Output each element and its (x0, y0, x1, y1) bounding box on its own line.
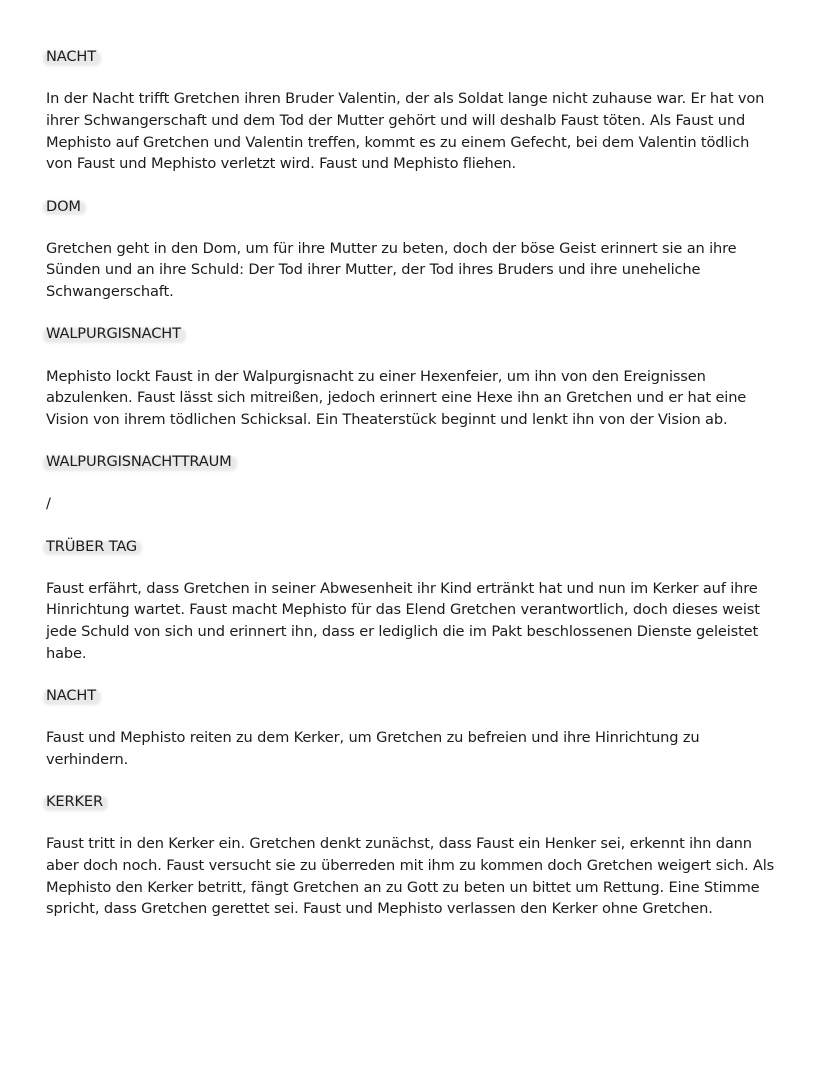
section-dom (46, 196, 776, 303)
section-heading: TRÜBER TAG (46, 536, 137, 558)
section-paragraph: Faust und Mephisto reiten zu dem Kerker, um Gretchen zu befreien und ihre Hinrichtung zu verhindern. (46, 729, 700, 768)
section-nacht-2 (46, 685, 776, 771)
section-paragraph: Gretchen geht in den Dom, um für ihre Mutter zu beten, doch der böse Geist erinnert sie an ihre Sünden und an ihre Schuld: Der Tod ihrer Mutter, der Tod ihres Bruders und ihre uneheliche Schwangerschaft. (46, 239, 737, 301)
section-paragraph: Mephisto lockt Faust in der Walpurgisnacht zu einer Hexenfeier, um ihn von den Ereignissen abzulenken. Faust lässt sich mitreißen, jedoch erinnert eine Hexe ihn an Gretchen und er hat eine Vision von ihrem tödlichen Schicksal. Ein Theaterstück beginnt und lenkt ihn von der Vision ab. (46, 367, 747, 428)
section-paragraph: / (46, 495, 51, 513)
section-heading: WALPURGISNACHT (46, 323, 181, 345)
section-kerker (46, 791, 776, 920)
document-page (46, 46, 776, 941)
section-paragraph: In der Nacht trifft Gretchen ihren Bruder Valentin, der als Soldat lange nicht zuhause war. Er hat von ihrer Schwangerschaft und dem Tod der Mutter gehört und will deshalb Faust töten. Als Faust und Mephisto auf Gretchen und Valentin treffen, kommt es zu einem Gefecht, bei dem Valentin tödlich von Faust und Mephisto verletzt wird. Faust und Mephisto fliehen. (46, 90, 765, 173)
section-nacht-1 (46, 46, 776, 175)
section-walpurgisnachttraum (46, 451, 776, 515)
section-heading: WALPURGISNACHTTRAUM (46, 451, 232, 473)
section-trueber-tag (46, 536, 776, 665)
section-heading: KERKER (46, 791, 103, 813)
section-walpurgisnacht (46, 323, 776, 430)
section-paragraph: Faust erfährt, dass Gretchen in seiner Abwesenheit ihr Kind ertränkt hat und nun im Kerker auf ihre Hinrichtung wartet. Faust macht Mephisto für das Elend Gretchen verantwortlich, doch dieses weist jede Schuld von sich und erinnert ihn, dass er lediglich die im Pakt beschlossenen Dienste geleistet habe. (46, 579, 760, 662)
section-paragraph: Faust tritt in den Kerker ein. Gretchen denkt zunächst, dass Faust ein Henker sei, erkennt ihn dann aber doch noch. Faust versucht sie zu überreden mit ihm zu kommen doch Gretchen weigert sich. Als Mephisto den Kerker betritt, fängt Gretchen an zu Gott zu beten un bittet um Rettung. Eine Stimme spricht, dass Gretchen gerettet sei. Faust und Mephisto verlassen den Kerker ohne Gretchen. (46, 835, 775, 918)
section-heading: NACHT (46, 46, 96, 68)
section-heading: NACHT (46, 685, 96, 707)
section-heading: DOM (46, 196, 81, 218)
